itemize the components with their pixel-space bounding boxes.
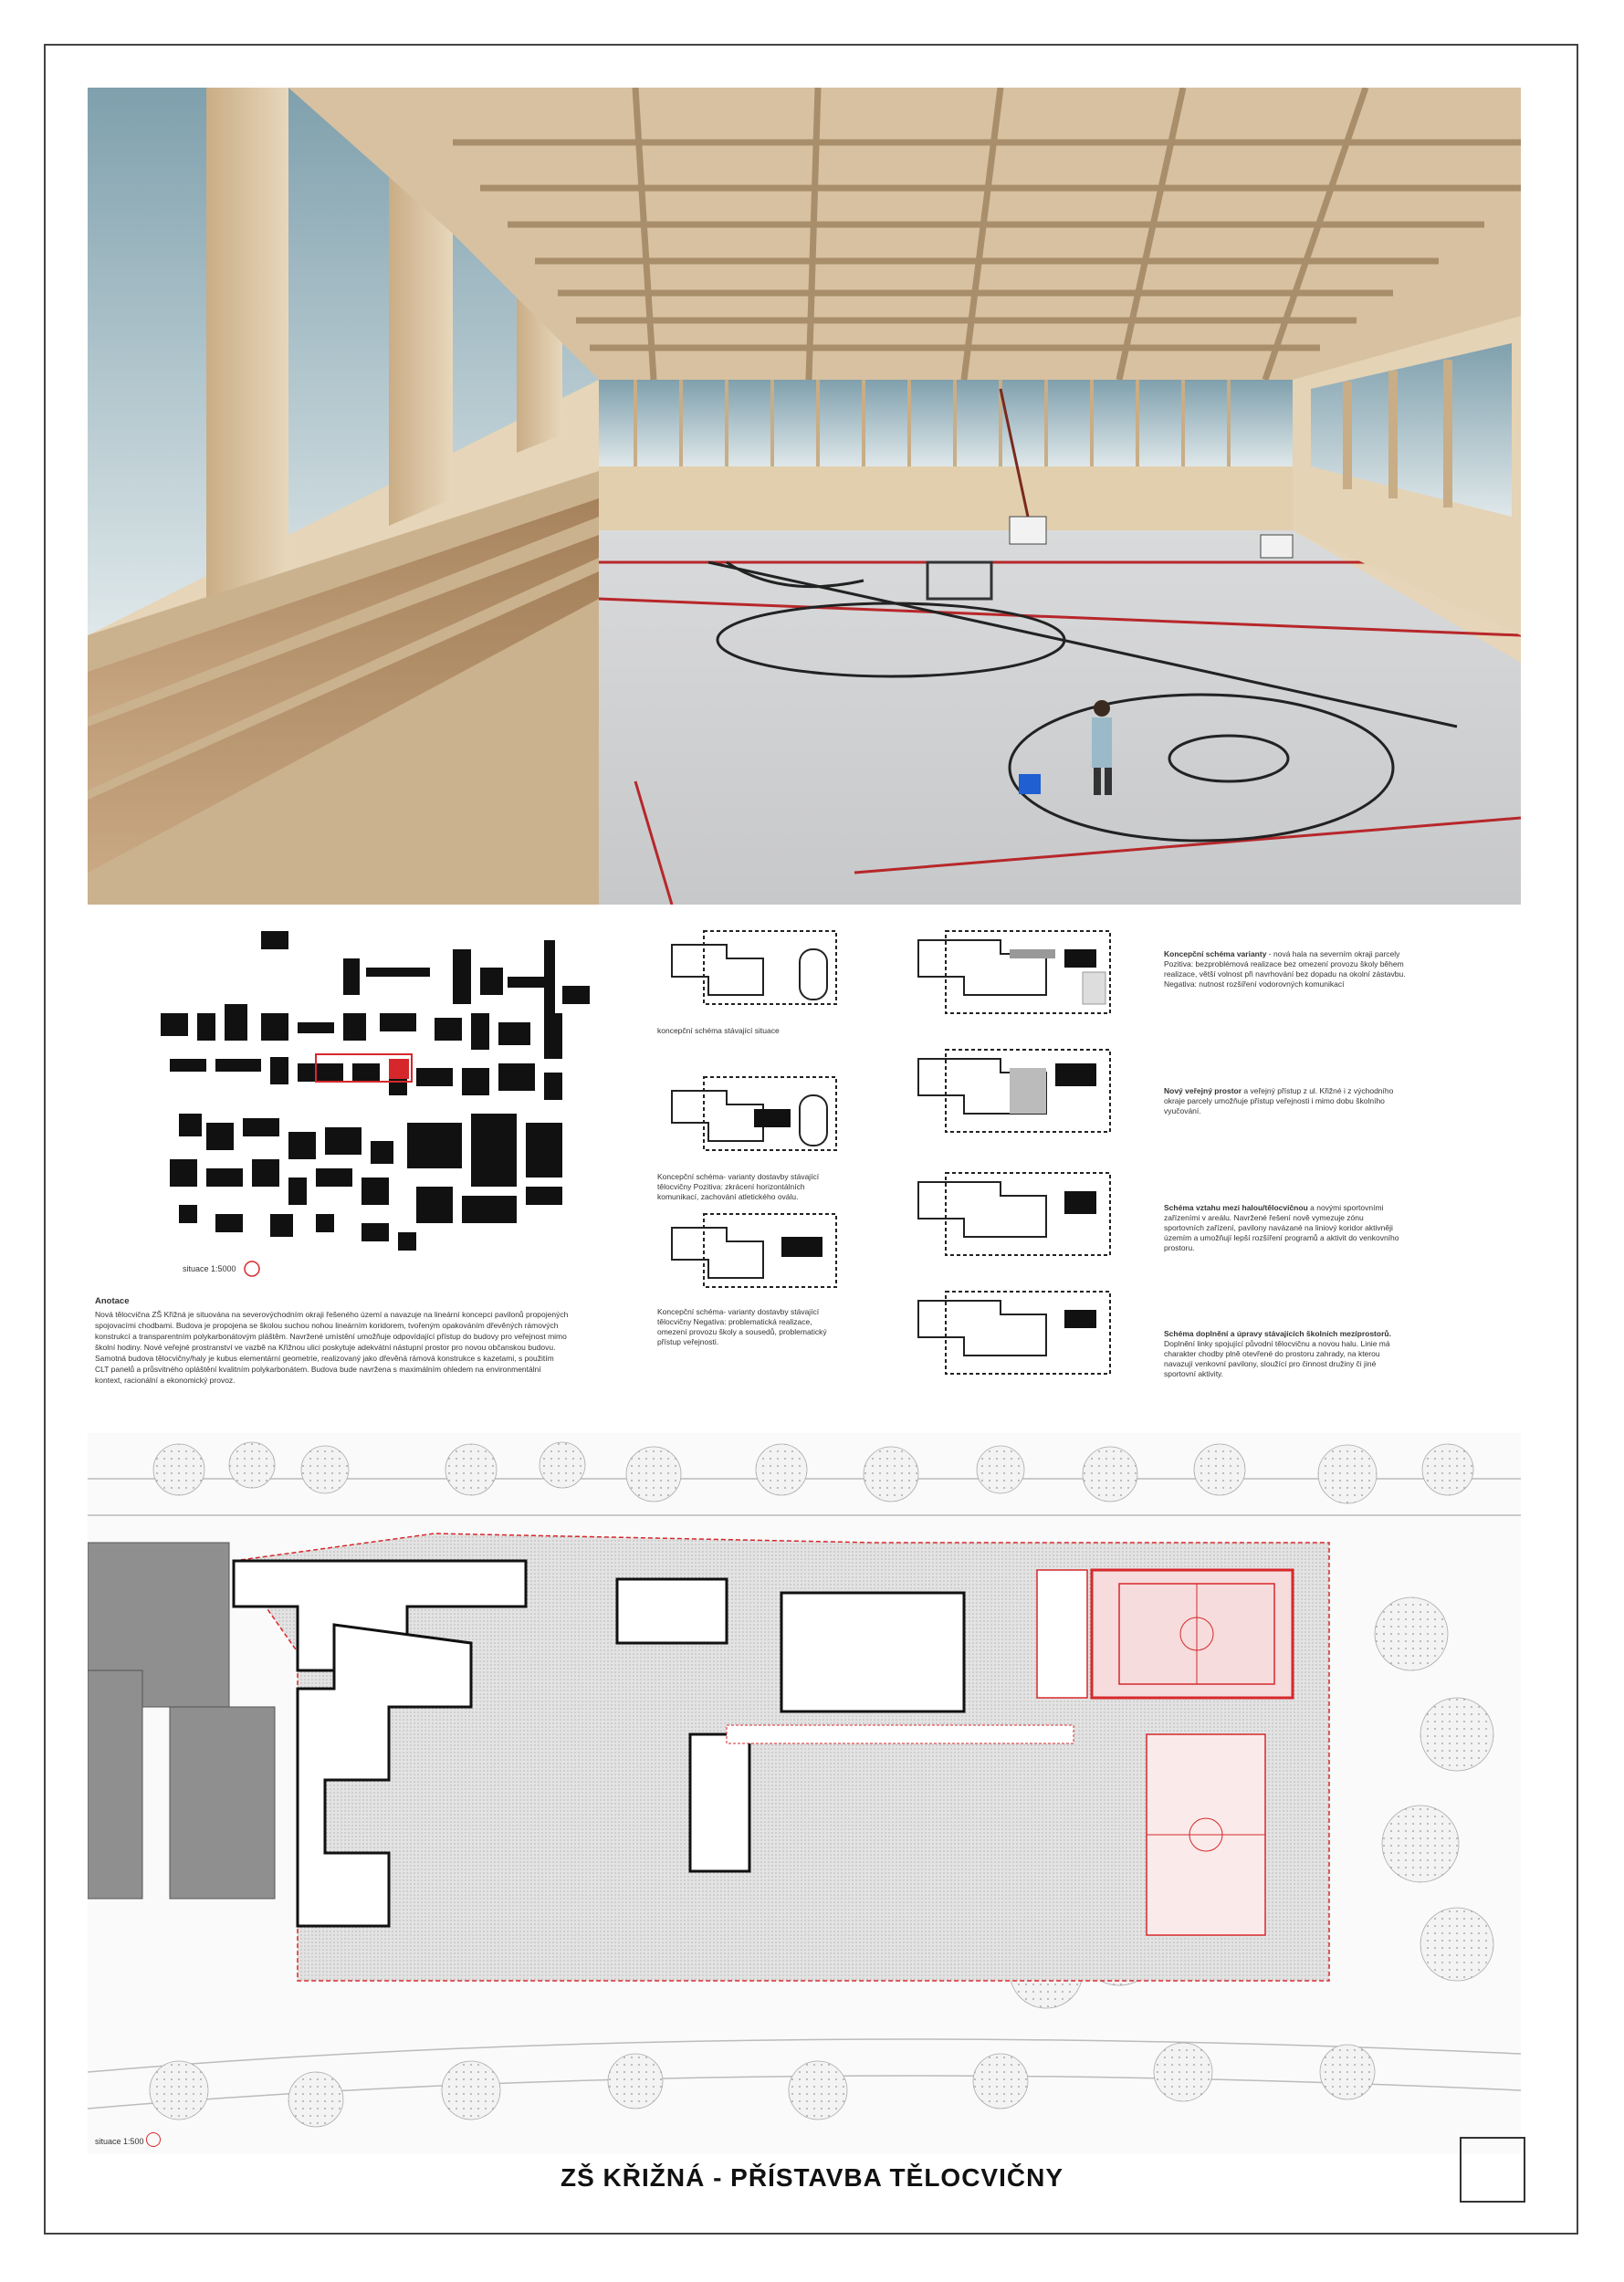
concept-text-2 — [1164, 1086, 1406, 1116]
site-scale: situace 1:500 — [95, 2137, 144, 2146]
concept-heading-3: Schéma vztahu mezi halou/tělocvičnou — [1164, 1203, 1308, 1212]
concept-heading-1: Koncepční schéma varianty — [1164, 949, 1267, 958]
concept-body-4: Doplnění linky spojující původní tělocvičnu a novou halu. Linie má charakter chodby plně otevřené do prostoru zahrady, na kterou navazují venkovní pavilony, sloužící pro činnost družiny či jiné sportovní aktivity. — [1164, 1339, 1390, 1378]
concept-body-3: a novými sportovními zařízeními v areálu. Navržené řešení nově vymezuje zónu sportovních zařízení, pavilony navázané na liniový koridor aktivněji územím a umožňují lepší rozšíření programů a aktivit do venkovního prostoru. — [1164, 1203, 1399, 1252]
scheme-caption-1: koncepční schéma stávající situace — [657, 1026, 780, 1035]
scheme-caption-2: Koncepční schéma- varianty dostavby stávající tělocvičny Pozitiva: zkrácení horizontálních komunikací, zachování atletického oválu. — [657, 1172, 820, 1201]
concept-heading-4: Schéma doplnění a úpravy stávajících školních mezíprostorů. — [1164, 1329, 1391, 1338]
context-scale: situace 1:5000 — [183, 1264, 236, 1273]
annotation-block — [95, 1296, 570, 1386]
concept-body-1: - nová hala na severním okraji parcely Pozitiva: bezproblémová realizace bez omezení provozu školy během realizace, větší volnost při navrhování bez dopadu na okolní zástavbu. Negativa: nutnost rozšíření vodorovných komunikací — [1164, 949, 1406, 989]
scheme-caption-3: Koncepční schéma- varianty dostavby stávající tělocvičny Negativa: problematická realizace, omezení provozu školy a sousedů, problematický přístup veřejnosti. — [657, 1307, 827, 1346]
context-map — [161, 931, 590, 1251]
concept-heading-2: Nový veřejný prostor — [1164, 1086, 1242, 1095]
concept-text-4 — [1164, 1329, 1406, 1379]
concept-text-3 — [1164, 1203, 1406, 1253]
sheet-title: ZŠ KŘIŽNÁ - PŘÍSTAVBA TĚLOCVIČNY — [560, 2163, 1064, 2192]
north-arrow-icon — [146, 2132, 161, 2147]
annotation-body: Nová tělocvična ZŠ Křižná je situována na severovýchodním okraji řešeného území a navazuje na lineární koncepci pavilonů propojených spojovacími chodbami. Budova je propojena se školou suchou nohou lineárním koridorem, tvořeným opakováním dřevěných rámových konstrukcí a transparentním polykarbonátovým pláštěm. Navržené umístění umožňuje odpovídající přístup do budovy pro veřejnost mimo školní hodiny. Nové veřejné prostranství ve vazbě na Křižnou ulici poskytuje adekvátní nástupní prostor pro novou občanskou budovu. Samotná budova tělocvičny/haly je kubus elementární geometrie, realizovaný jako dřevěná rámová konstrukce s kazetami, s použitím CLT panelů a průsvitného opláštění kvalitním polykarbonátem. Budova bude navržena s maximálním ohledem na environmentální kontext, racionální a ekonomický provoz. — [95, 1310, 569, 1385]
concept-body-2: a veřejný přístup z ul. Křižné i z východního okraje parcely umožňuje přístup veřejnosti i mimo dobu školního vyučování. — [1164, 1086, 1394, 1115]
annotation-heading: Anotace — [95, 1296, 130, 1306]
site-plan — [88, 1433, 1521, 2154]
concept-text-1 — [1164, 949, 1406, 989]
interior-render — [88, 88, 1521, 905]
stamp-box — [1460, 2137, 1525, 2203]
